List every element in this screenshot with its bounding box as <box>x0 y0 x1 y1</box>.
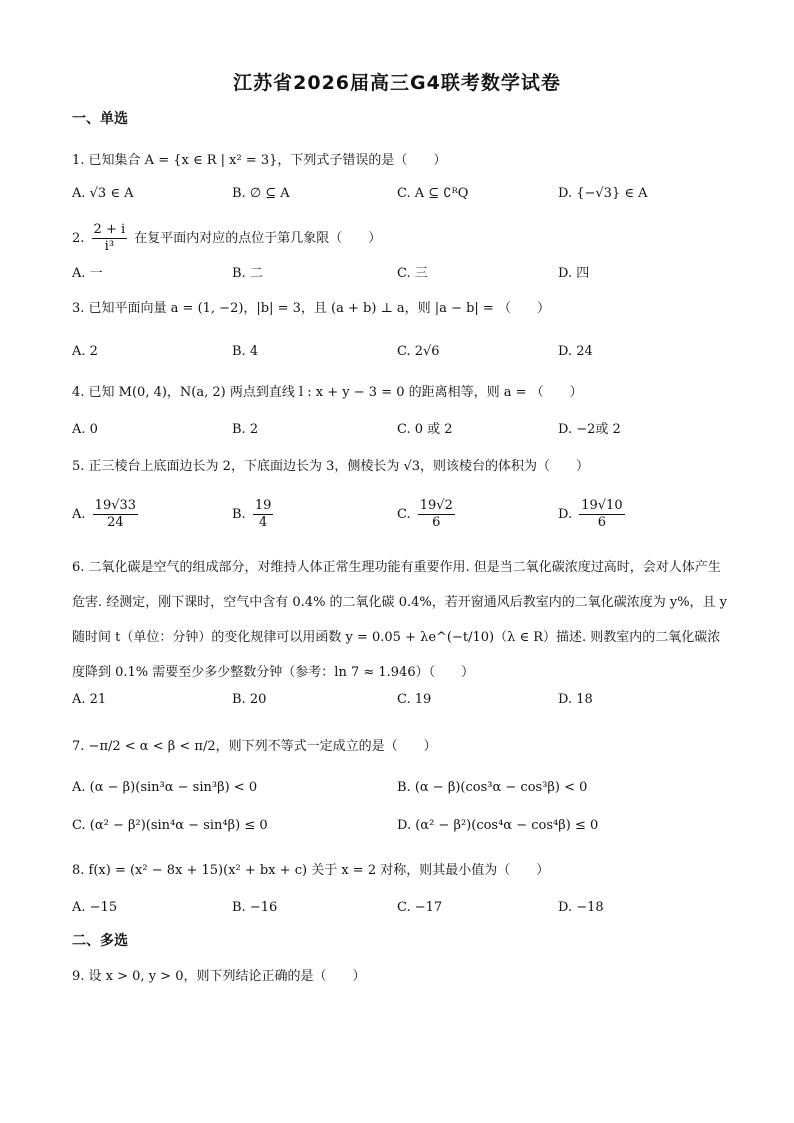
q2-option-c: C. 三 <box>397 266 428 281</box>
question-7-options-row1 <box>72 774 732 802</box>
q1-option-d: D. {−√3} ∈ A <box>558 186 648 201</box>
q7-option-b: B. (α − β)(cos³α − cos³β) < 0 <box>397 780 588 795</box>
section-single-choice: 一、单选 <box>72 111 128 127</box>
q5-option-c-denominator: 6 <box>432 515 441 530</box>
q2-fraction-numerator: 2 + i <box>93 222 126 237</box>
q5-option-b-denominator: 4 <box>258 515 268 530</box>
q5-option-c <box>397 498 458 531</box>
q3-option-b: B. 4 <box>232 344 259 359</box>
q1-option-a: A. √3 ∈ A <box>72 186 134 201</box>
q5-option-c-numerator: 19√2 <box>419 498 453 513</box>
q7-option-d: D. (α² − β²)(cos⁴α − cos⁴β) ≤ 0 <box>397 818 599 833</box>
q4-option-a: A. 0 <box>72 422 98 437</box>
q5-option-b-numerator: 19 <box>254 498 272 513</box>
q5-option-d-denominator: 6 <box>597 515 607 530</box>
q5-option-c-label: C. <box>397 507 411 522</box>
question-7-options-row2 <box>72 812 732 840</box>
question-5: 5. 正三棱台上底面边长为 2，下底面边长为 3，侧棱长为 √3，则该棱台的体积为（ ） <box>72 459 590 474</box>
q5-option-d-numerator: 19√10 <box>581 498 623 513</box>
q1-option-c: C. A ⊆ ∁ᴿQ <box>397 186 469 201</box>
q3-option-c: C. 2√6 <box>397 344 440 359</box>
question-8-options <box>72 894 732 922</box>
q7-stem: −π/2 < α < β < π/2，则下列不等式一定成立的是（ ） <box>88 739 437 754</box>
q6-option-b: B. 20 <box>232 692 267 707</box>
q6-option-d: D. 18 <box>558 692 593 707</box>
q2-stem: 在复平面内对应的点位于第几象限（ ） <box>134 231 382 246</box>
q8-option-c: C. −17 <box>397 900 443 915</box>
q2-option-b: B. 二 <box>232 266 263 281</box>
q4-option-c: C. 0 或 2 <box>397 422 453 437</box>
question-3: 3. 已知平面向量 a = (1, −2)，|b| = 3，且 (a + b) ⊥ a，则 |a − b| = （ ） <box>72 301 550 316</box>
question-4-options <box>72 416 732 444</box>
q5-option-d-fraction <box>579 498 624 531</box>
q2-option-a: A. 一 <box>72 266 103 281</box>
q4-option-d: D. −2或 2 <box>558 422 621 437</box>
q8-option-d: D. −18 <box>558 900 604 915</box>
q5-option-c-fraction <box>418 498 455 531</box>
question-7 <box>72 732 732 762</box>
q8-option-a: A. −15 <box>72 900 118 915</box>
question-1: 1. 已知集合 A = {x ∈ R | x² = 3}，下列式子错误的是（ ） <box>72 153 447 168</box>
q7-number: 7. <box>72 739 85 754</box>
q2-fraction-denominator: i³ <box>104 239 115 254</box>
q5-option-b-fraction <box>253 498 274 531</box>
question-1-options <box>72 180 732 208</box>
q6-option-c: C. 19 <box>397 692 432 707</box>
question-2-options <box>72 260 732 288</box>
question-9: 9. 设 x > 0, y > 0，则下列结论正确的是（ ） <box>72 969 366 984</box>
q4-option-b: B. 2 <box>232 422 259 437</box>
question-8: 8. f(x) = (x² − 8x + 15)(x² + bx + c) 关于 x = 2 对称，则其最小值为（ ） <box>72 863 550 878</box>
q5-option-a <box>72 498 141 531</box>
q7-option-a: A. (α − β)(sin³α − sin³β) < 0 <box>72 780 258 795</box>
q5-option-d-label: D. <box>558 507 573 522</box>
q2-number: 2. <box>72 231 85 246</box>
q7-option-c: C. (α² − β²)(sin⁴α − sin⁴β) ≤ 0 <box>72 818 268 833</box>
q1-option-b: B. ∅ ⊆ A <box>232 186 290 201</box>
q5-option-b <box>232 498 276 531</box>
question-5-options <box>72 498 732 538</box>
q8-option-b: B. −16 <box>232 900 278 915</box>
q5-option-b-label: B. <box>232 507 246 522</box>
q3-option-d: D. 24 <box>558 344 593 359</box>
q5-option-a-label: A. <box>72 507 86 522</box>
q5-option-a-denominator: 24 <box>107 515 124 530</box>
q2-option-d: D. 四 <box>558 266 590 281</box>
section-multiple-choice: 二、多选 <box>72 933 128 949</box>
q6-option-a: A. 21 <box>72 692 107 707</box>
q2-fraction <box>92 222 128 255</box>
exam-title: 江苏省2026届高三G4联考数学试卷 <box>233 72 561 94</box>
q5-option-d <box>558 498 628 531</box>
question-2 <box>72 222 732 255</box>
question-6-options <box>72 686 732 714</box>
question-4: 4. 已知 M(0, 4)，N(a, 2) 两点到直线 l : x + y − 3 = 0 的距离相等，则 a = （ ） <box>72 385 583 400</box>
q3-option-a: A. 2 <box>72 344 98 359</box>
q5-option-a-fraction <box>93 498 138 531</box>
question-6: 6. 二氧化碳是空气的组成部分，对维持人体正常生理功能有重要作用. 但是当二氧化碳浓度过高时，会对人体产生危害. 经测定，刚下课时，空气中含有 0.4% 的二氧化碳 0.4%，若开窗通风后教室内的二氧化碳浓度为 y%，且 y 随时间 t（单位：分钟）的变化规律可以用函数 y = 0.05 + λe^(−t/10)（λ ∈ R）描述. 则教室内的二氧化碳浓度降到 0.1% 需要至少多少整数分钟（参考：ln 7 ≈ 1.946）（ ） <box>72 560 728 680</box>
question-3-options <box>72 338 732 366</box>
q5-option-a-numerator: 19√33 <box>94 498 137 513</box>
